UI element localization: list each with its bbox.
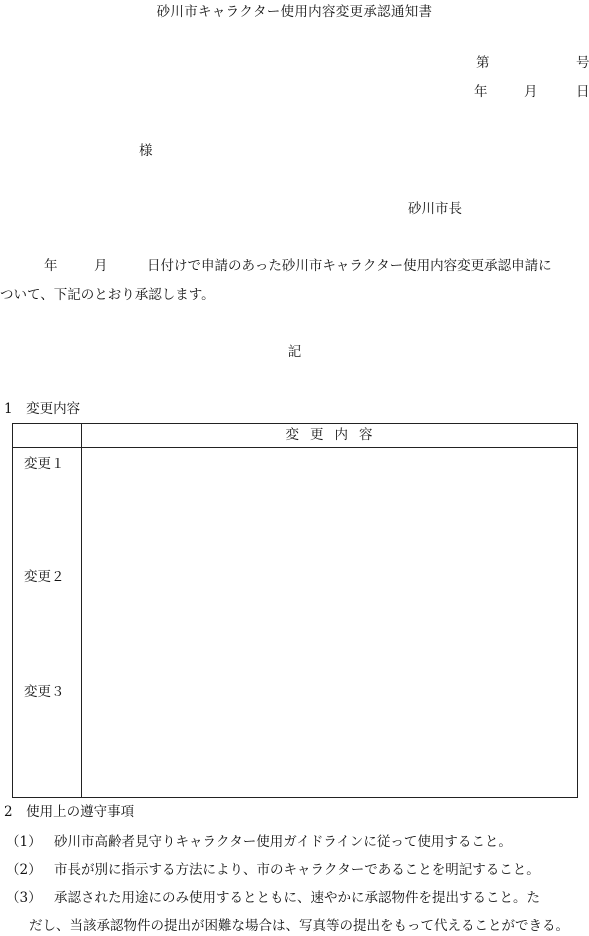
rule-number: （3）	[6, 890, 42, 906]
addressee-suffix: 様	[139, 143, 153, 159]
rule-item-2	[6, 864, 540, 878]
table-row-label-change-2: 変更２	[24, 569, 65, 585]
rule-number: （1）	[6, 834, 42, 850]
table-column-divider	[81, 424, 82, 797]
change-content-table	[12, 423, 578, 798]
table-row-label-change-1: 変更１	[24, 456, 65, 472]
date-day-label: 日	[576, 84, 589, 100]
date-year-label: 年	[474, 84, 488, 100]
doc-number-prefix: 第	[476, 55, 490, 71]
ki-heading: 記	[287, 344, 302, 360]
rule-item-1	[6, 836, 512, 850]
rule-text: 砂川市高齢者見守りキャラクター使用ガイドラインに従って使用すること。	[54, 834, 512, 850]
rule-text: 市長が別に指示する方法により、市のキャラクターであることを明記すること。	[54, 862, 540, 878]
table-row-label-change-3: 変更３	[24, 684, 65, 700]
body-rest-text: 日付けで申請のあった砂川市キャラクター使用内容変更承認申請に	[147, 258, 552, 274]
body-text-line-2: ついて、下記のとおり承認します。	[0, 287, 215, 303]
body-year-label: 年	[44, 258, 58, 274]
table-column-header: 変更内容	[285, 427, 384, 443]
rule-item-3	[6, 892, 540, 906]
date-month-label: 月	[524, 84, 538, 100]
table-header-divider	[13, 447, 577, 448]
section-2-heading: 2 使用上の遵守事項	[4, 804, 135, 820]
rule-item-3-continuation: だし、当該承認物件の提出が困難な場合は、写真等の提出をもって代えることができる。	[29, 918, 569, 934]
section-1-heading: 1 変更内容	[4, 401, 81, 417]
rule-text: 承認された用途にのみ使用するとともに、速やかに承認物件を提出すること。た	[54, 890, 540, 906]
issuer-name: 砂川市長	[408, 201, 462, 217]
doc-number-suffix: 号	[576, 55, 589, 71]
body-month-label: 月	[94, 258, 108, 274]
document-title: 砂川市キャラクター使用内容変更承認通知書	[156, 4, 433, 20]
rule-number: （2）	[6, 862, 42, 878]
